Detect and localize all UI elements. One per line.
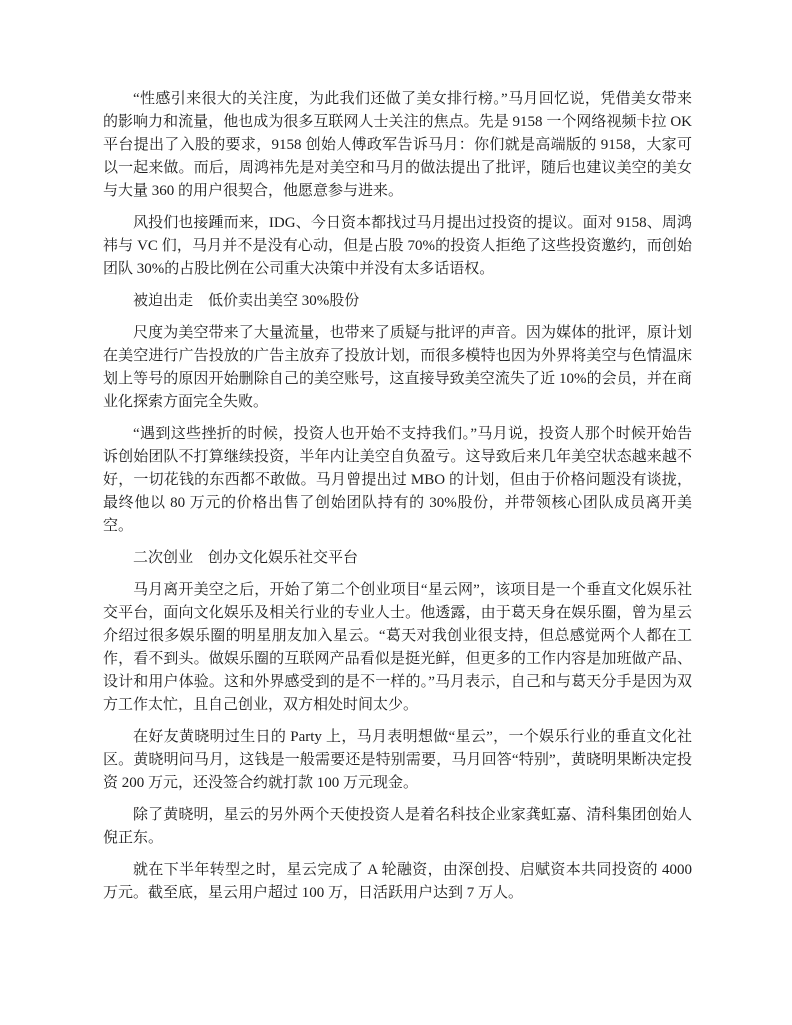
paragraph: 除了黄晓明，星云的另外两个天使投资人是着名科技企业家龚虹嘉、清科集团创始人倪正东。	[103, 807, 692, 846]
paragraph: 就在下半年转型之时，星云完成了 A 轮融资，由深创投、启赋资本共同投资的 4000 万元。截至底，星云用户超过 100 万，日活跃用户达到 7 万人。	[103, 862, 692, 901]
section-heading: 二次创业 创办文化娱乐社交平台	[133, 550, 359, 566]
paragraph: “性感引来很大的关注度，为此我们还做了美女排行榜。”马月回忆说，凭借美女带来的影响力和流量，他也成为很多互联网人士关注的焦点。先是 9158 一个网络视频卡拉 OK 平台提出了入股的要求，9158 创始人傅政军告诉马月：你们就是高端版的 9158，大家可以一起来做。而后，周鸿祎先是对美空和马月的做法提出了批评，随后也建议美空的美女与大量 360 的用户很契合，他愿意参与进来。	[103, 91, 692, 199]
paragraph: 尺度为美空带来了大量流量，也带来了质疑与批评的声音。因为媒体的批评，原计划在美空进行广告投放的广告主放弃了投放计划，而很多模特也因为外界将美空与色情温床划上等号的原因开始删除自己的美空账号，这直接导致美空流失了近 10%的会员，并在商业化探索方面完全失败。	[103, 325, 692, 410]
paragraph: 风投们也接踵而来，IDG、今日资本都找过马月提出过投资的提议。面对 9158、周鸿祎与 VC 们，马月并不是没有心动，但是占股 70%的投资人拒绝了这些投资邀约，而创始团队 30%的占股比例在公司重大决策中并没有太多话语权。	[103, 215, 692, 277]
paragraph: 马月离开美空之后，开始了第二个创业项目“星云网”，该项目是一个垂直文化娱乐社交平台，面向文化娱乐及相关行业的专业人士。他透露，由于葛天身在娱乐圈，曾为星云介绍过很多娱乐圈的明星朋友加入星云。“葛天对我创业很支持，但总感觉两个人都在工作，看不到头。做娱乐圈的互联网产品看似是挺光鲜，但更多的工作内容是加班做产品、设计和用户体验。这和外界感受到的是不一样的。”马月表示，自己和与葛天分手是因为双方工作太忙，且自己创业，双方相处时间太少。	[103, 582, 692, 713]
paragraph: “遇到这些挫折的时候，投资人也开始不支持我们。”马月说，投资人那个时候开始告诉创始团队不打算继续投资，半年内让美空自负盈亏。这导致后来几年美空状态越来越不好，一切花钱的东西都不敢做。马月曾提出过 MBO 的计划，但由于价格问题没有谈拢，最终他以 80 万元的价格出售了创始团队持有的 30%股份，并带领核心团队成员离开美空。	[103, 426, 692, 534]
section-heading: 被迫出走 低价卖出美空 30%股份	[133, 293, 360, 309]
paragraph: 在好友黄晓明过生日的 Party 上，马月表明想做“星云”，一个娱乐行业的垂直文化社区。黄晓明问马月，这钱是一般需要还是特别需要，马月回答“特别”，黄晓明果断决定投资 200 万元，还没签合约就打款 100 万元现金。	[103, 729, 692, 791]
